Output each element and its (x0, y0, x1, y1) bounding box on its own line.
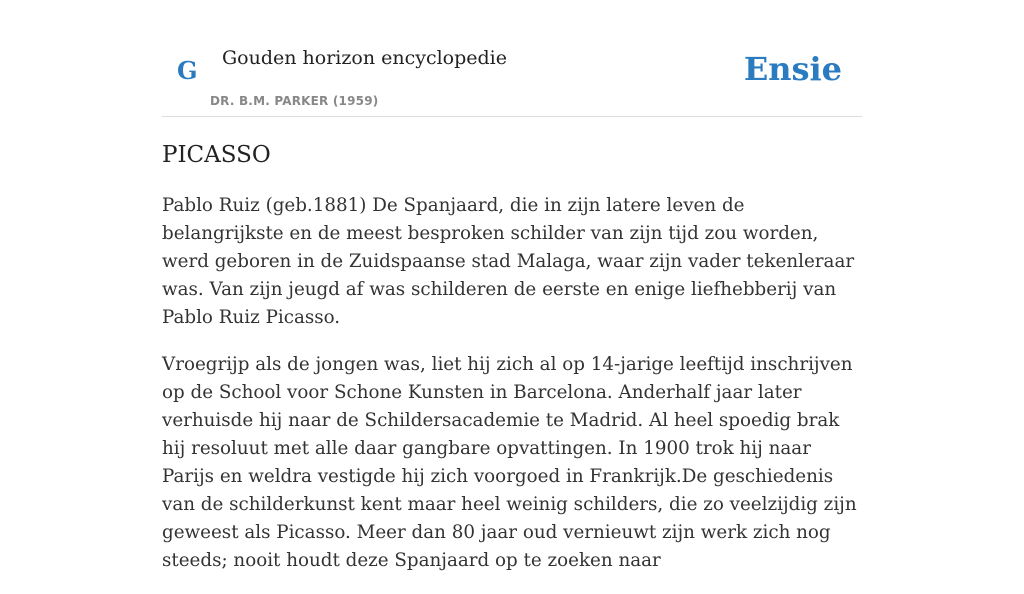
page-header (162, 0, 862, 117)
article-paragraph: Vroegrijp als de jongen was, liet hij zich al op 14-jarige leeftijd inschrijven op de School voor Schone Kunsten in Barcelona. Anderhalf jaar later verhuisde hij naar de Schildersacademie te Madrid. Al heel spoedig brak hij resoluut met alle daar gangbare opvattingen. In 1900 trok hij naar Parijs en weldra vestigde hij zich voorgoed in Frankrijk.De geschiedenis van de schilderkunst kent maar heel weinig schilders, die zo veelzijdig zijn geweest als Picasso. Meer dan 80 jaar oud vernieuwt zijn werk zich nog steeds; nooit houdt deze Spanjaard op te zoeken naar (162, 354, 857, 571)
book-title[interactable]: Gouden horizon encyclopedie (222, 47, 507, 69)
brand-logo-link[interactable]: Ensie (743, 50, 842, 88)
book-author: DR. B.M. PARKER (1959) (210, 94, 379, 108)
article-paragraph: Pablo Ruiz (geb.1881) De Spanjaard, die in zijn latere leven de belangrijkste en de meest besproken schilder van zijn tijd zou worden, werd geboren in de Zuidspaanse stad Malaga, waar zijn vader tekenleraar was. Van zijn jeugd af was schilderen de eerste en enige liefhebberij van Pablo Ruiz Picasso. (162, 195, 855, 328)
article-title: PICASSO (162, 142, 271, 168)
book-logo-icon[interactable]: G (177, 56, 198, 85)
article-body (162, 192, 862, 594)
